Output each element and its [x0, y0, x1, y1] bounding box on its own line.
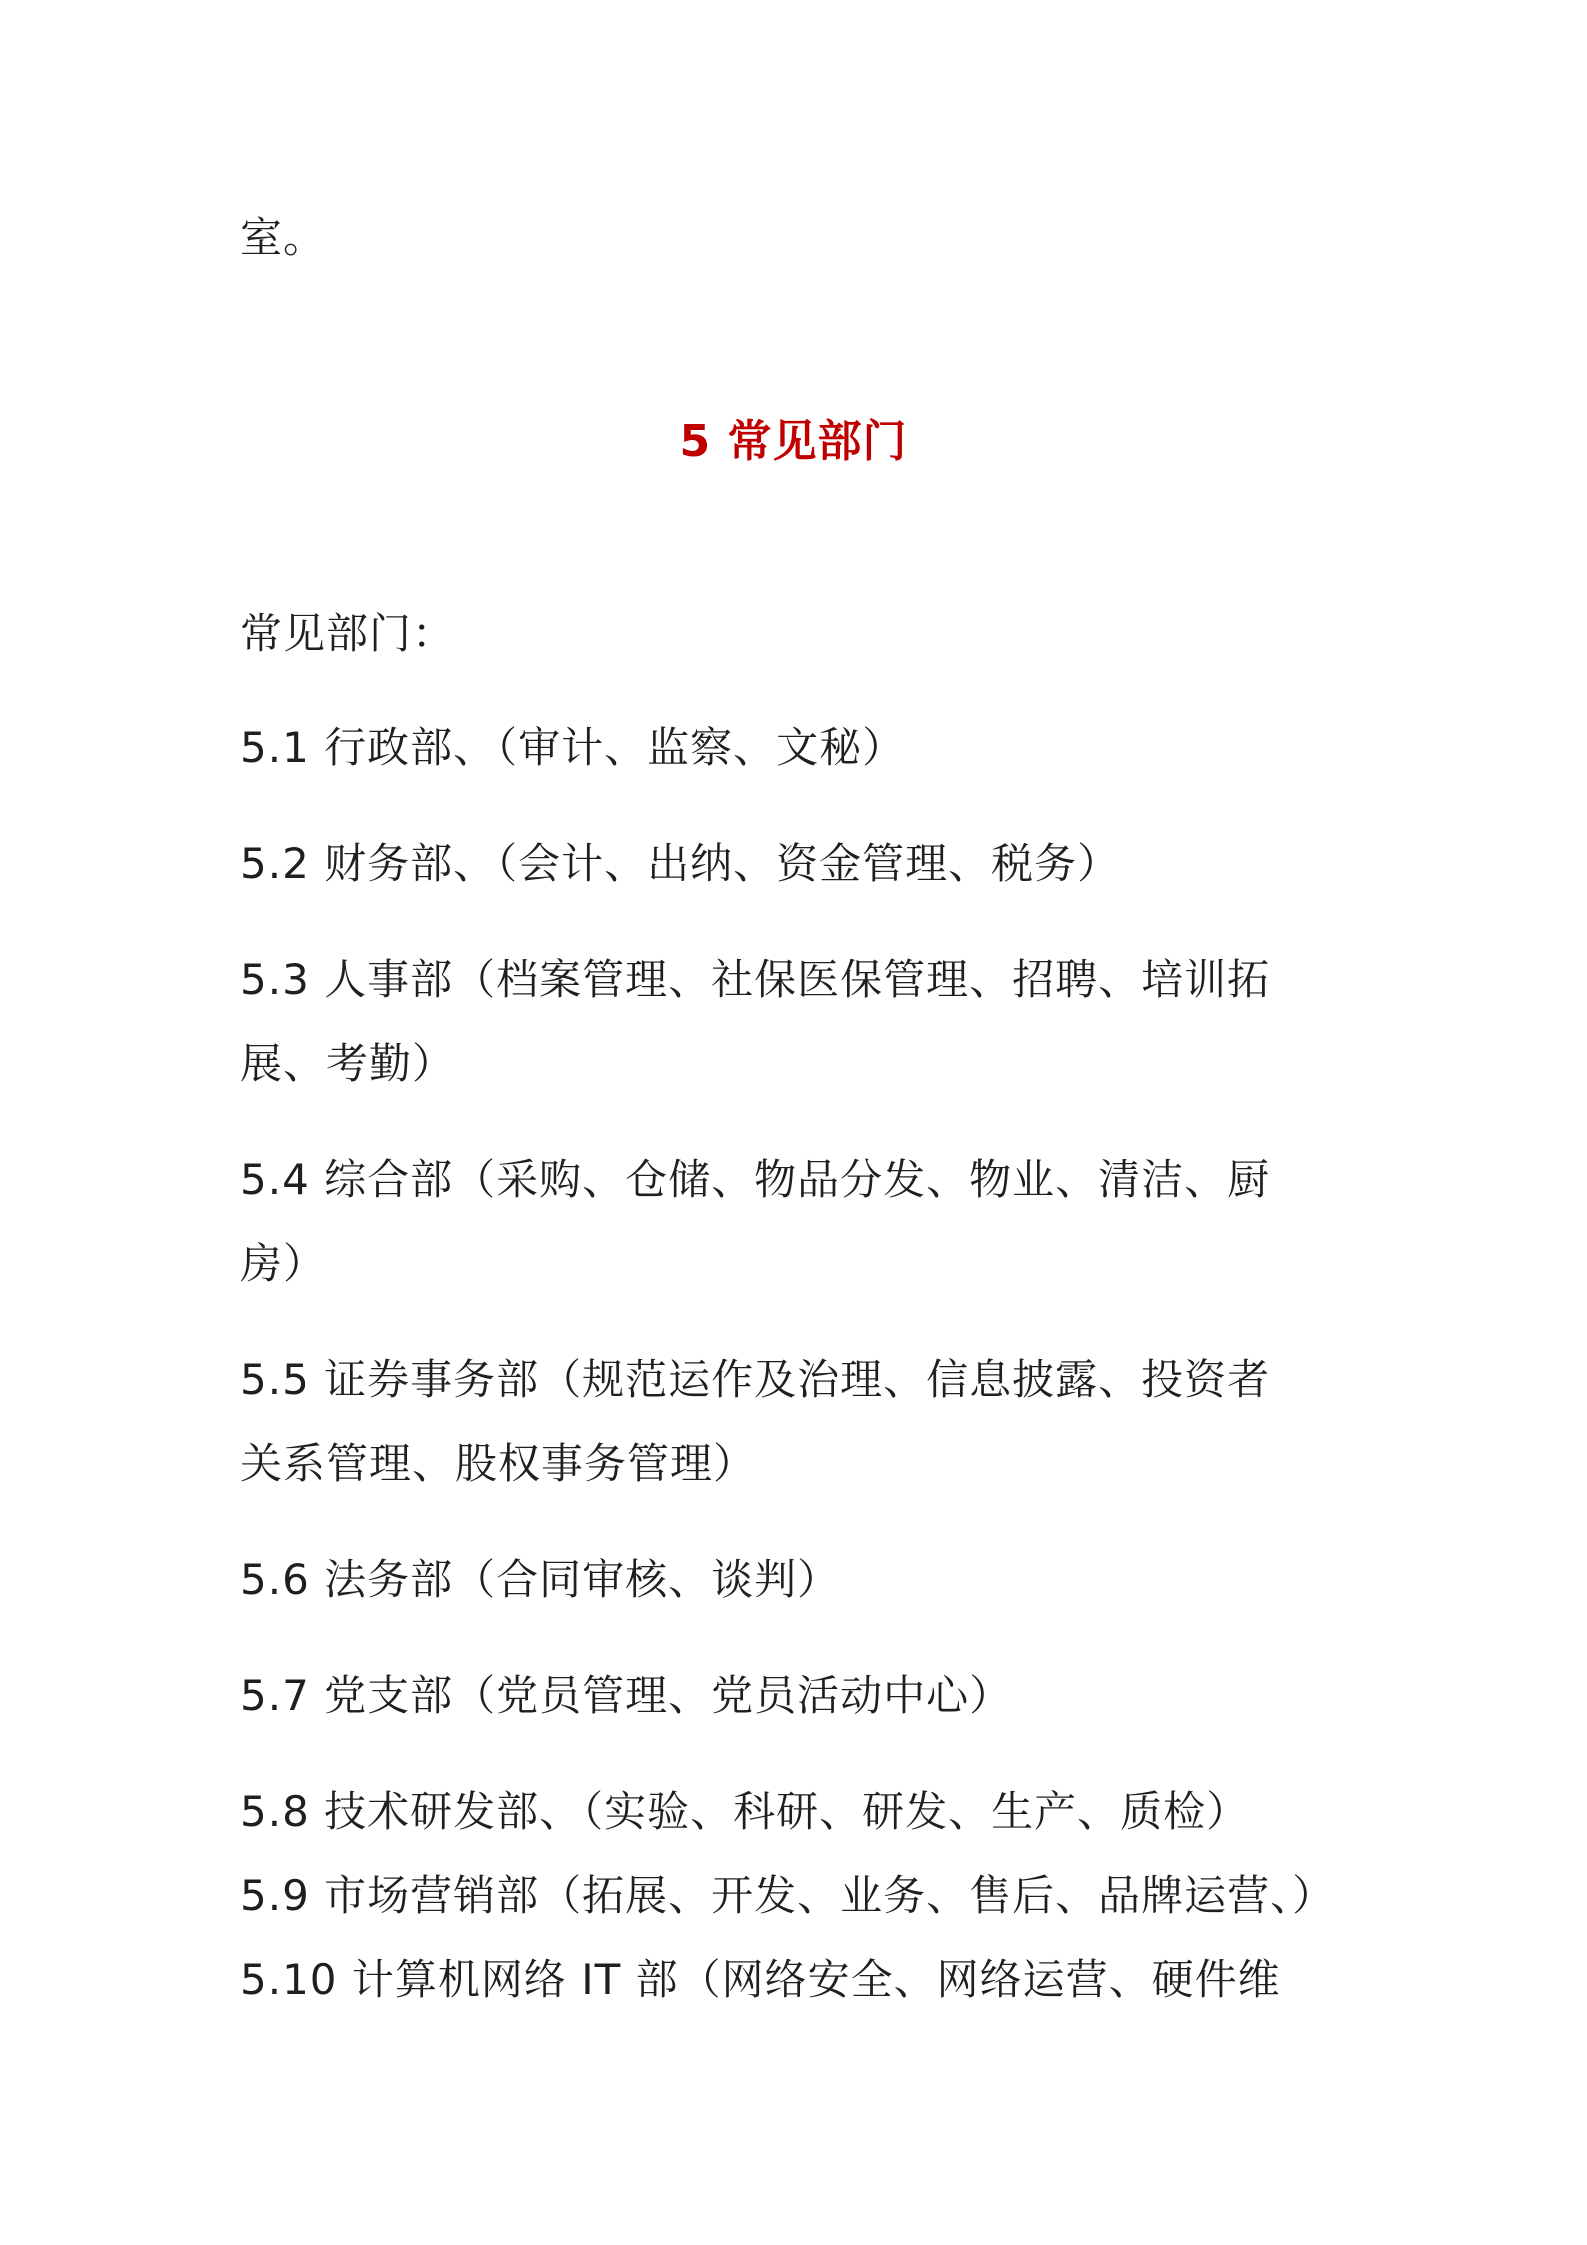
dept-item-5-8: 5.8 技术研发部、（实验、科研、研发、生产、质检）: [240, 1787, 1250, 1836]
dept-item-5-7: 5.7 党支部（党员管理、党员活动中心）: [240, 1671, 1013, 1720]
dept-item-5-5: 5.5 证券事务部（规范运作及治理、信息披露、投资者: [240, 1355, 1271, 1404]
dept-item-5-4-cont: 房）: [240, 1239, 327, 1288]
dept-item-5-3-cont: 展、考勤）: [240, 1039, 456, 1088]
intro-text: 常见部门：: [240, 609, 456, 658]
dept-item-5-10: 5.10 计算机网络 IT 部（网络安全、网络运营、硬件维: [240, 1955, 1281, 2004]
continuation-text: 室。: [240, 213, 327, 262]
dept-item-5-2: 5.2 财务部、（会计、出纳、资金管理、税务）: [240, 839, 1121, 888]
dept-item-5-3: 5.3 人事部（档案管理、社保医保管理、招聘、培训拓: [240, 955, 1271, 1004]
dept-item-5-6: 5.6 法务部（合同审核、谈判）: [240, 1555, 841, 1604]
dept-item-5-9: 5.9 市场营销部（拓展、开发、业务、售后、品牌运营、）: [240, 1871, 1336, 1920]
dept-item-5-5-cont: 关系管理、股权事务管理）: [240, 1439, 757, 1488]
dept-item-5-1: 5.1 行政部、（审计、监察、文秘）: [240, 723, 906, 772]
section-title: 5 常见部门: [679, 416, 908, 467]
dept-item-5-4: 5.4 综合部（采购、仓储、物品分发、物业、清洁、厨: [240, 1155, 1271, 1204]
